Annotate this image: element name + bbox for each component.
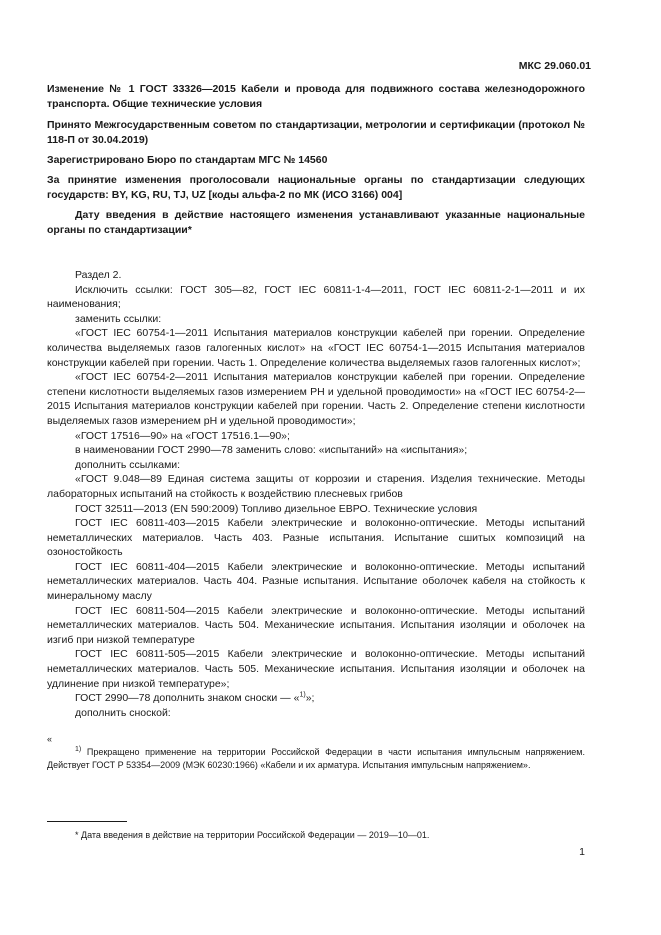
footnote: [47, 733, 585, 772]
body-text: »;: [305, 692, 315, 705]
section-ref: Раздел 2.: [75, 269, 122, 281]
body-paragraph: в наименовании ГОСТ 2990—78 заменить слово: «испытаний» на «испытания»;: [75, 444, 468, 457]
mks-code: МКС 29.060.01: [518, 60, 591, 72]
adopted-by: Принято Межгосударственным советом по стандартизации, метрологии и сертификации (протокол № 118-П от 30.04.2019): [47, 119, 585, 146]
body-paragraph: Исключить ссылки: ГОСТ 305—82, ГОСТ IEC 60811-1-4—2011, ГОСТ IEC 60811-2-1—2011 и их наименования;: [47, 283, 585, 311]
body-paragraph: ГОСТ IEC 60811-403—2015 Кабели электрические и волоконно-оптические. Методы испытаний неметаллических материалов. Часть 403. Разные испытания. Испытание сшитых композиций на озоностойкость: [47, 517, 585, 559]
footnote-divider: [47, 821, 127, 822]
body-paragraph: дополнить ссылками:: [75, 458, 181, 471]
body-paragraph: дополнить сноской:: [75, 706, 171, 719]
star-footnote: * Дата введения в действие на территории Российской Федерации — 2019—10—01.: [75, 830, 430, 840]
body-paragraph: «ГОСТ 17516—90» на «ГОСТ 17516.1—90»;: [75, 429, 290, 442]
footnote-marker: 1): [75, 746, 82, 753]
footnote-body: Прекращено применение на территории Российской Федерации в части испытания импульсным напряжением. Действует ГОСТ Р 53354—2009 (МЭК 60230:1966) «Кабели и их арматура. Испытания импульсным напряжением».: [47, 747, 585, 770]
date-intro: Дату введения в действие настоящего изменения устанавливают указанные национальные органы по стандартизации*: [47, 209, 585, 236]
body-paragraph: ГОСТ 32511—2013 (EN 590:2009) Топливо дизельное ЕВРО. Технические условия: [75, 502, 478, 515]
footnote-marker: 1): [299, 691, 306, 699]
footnote-text: [47, 746, 585, 772]
body-paragraph: «ГОСТ IEC 60754-1—2011 Испытания материалов конструкции кабелей при горении. Определение количества выделяемых газов галогенных кислот» на «ГОСТ IEC 60754-1—2015 Испытания материалов конструкции кабелей при горении. Часть 1. Определение количества выделяемых газов галогенных кислот»;: [47, 327, 585, 369]
body-paragraph: ГОСТ IEC 60811-404—2015 Кабели электрические и волоконно-оптические. Методы испытаний неметаллических материалов. Часть 404. Разные испытания. Испытание оболочек кабеля на стойкость к минеральному маслу: [47, 560, 585, 603]
voted-states: За принятие изменения проголосовали национальные органы по стандартизации следующих государств: BY, KG, RU, TJ, UZ [коды альфа-2 по МК (ИСО 3166) 004]: [47, 174, 585, 201]
amendment-title: Изменение № 1 ГОСТ 33326—2015 Кабели и провода для подвижного состава железнодорожного транспорта. Общие технические условия: [47, 83, 585, 110]
body-paragraph: заменить ссылки:: [75, 312, 162, 325]
page-number: 1: [579, 846, 585, 858]
body-paragraph: «ГОСТ 9.048—89 Единая система защиты от коррозии и старения. Изделия технические. Методы лабораторных испытаний на стойкость к воздействию плесневых грибов: [47, 473, 585, 500]
footnote-open-quote: «: [47, 734, 53, 744]
body-paragraph: «ГОСТ IEC 60754-2—2011 Испытания материалов конструкции кабелей при горении. Определение степени кислотности выделяемых газов измерением РН и удельной проводимости» на «ГОСТ IEC 60754-2—2015 Испытания материалов конструкции кабелей при горении. Часть 2. Определение степени кислотности выделяемых газов измерением pH и удельной проводимости»;: [47, 371, 585, 427]
body-text: ГОСТ 2990—78 дополнить знаком сноски — «: [75, 692, 300, 705]
body-paragraph: ГОСТ IEC 60811-504—2015 Кабели электрические и волоконно-оптические. Методы испытаний неметаллических материалов. Часть 504. Механические испытания. Испытания изоляции и оболочек на изгиб при низкой температуре: [47, 604, 585, 646]
amendment-body: [47, 268, 585, 720]
body-paragraph: ГОСТ IEC 60811-505—2015 Кабели электрические и волоконно-оптические. Методы испытаний неметаллических материалов. Часть 505. Механические испытания. Испытания изоляции и оболочек на удлинение при низкой температуре»;: [47, 648, 585, 690]
body-paragraph: [47, 691, 585, 706]
registered: Зарегистрировано Бюро по стандартам МГС № 14560: [47, 154, 328, 166]
